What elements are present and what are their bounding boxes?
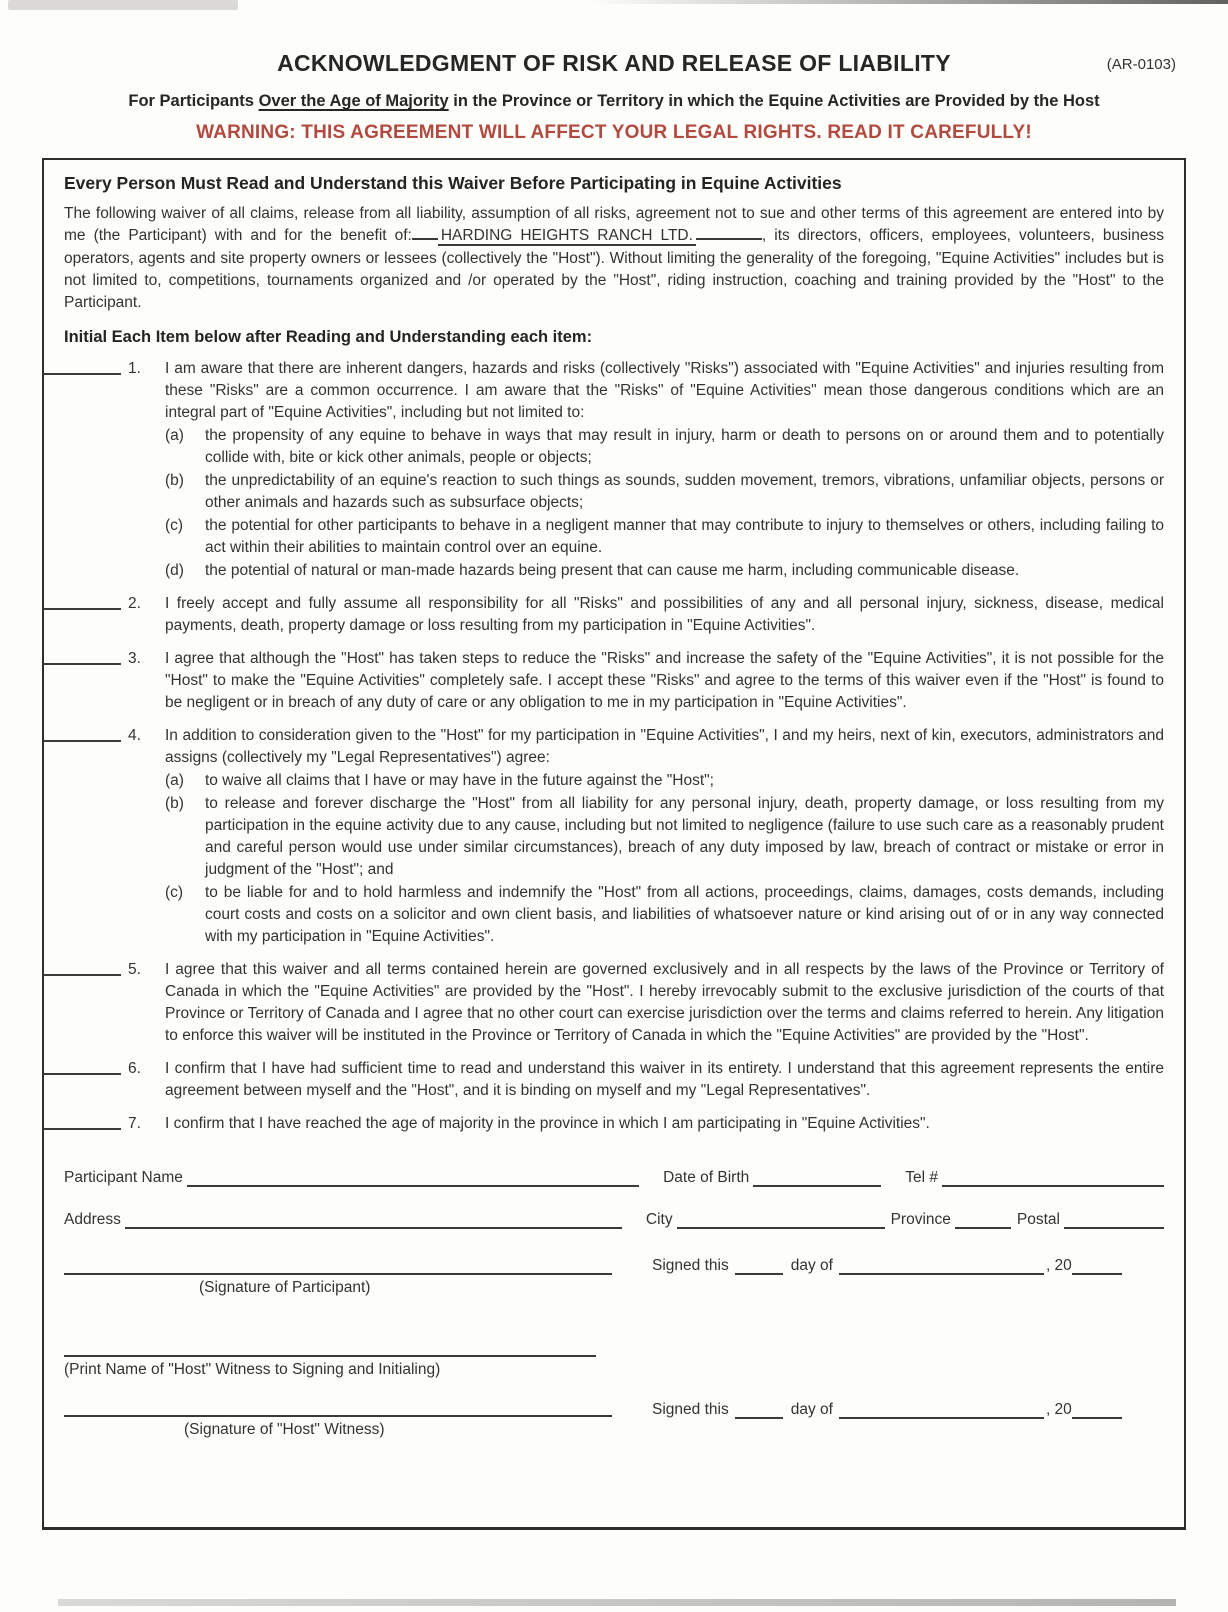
signed-date-row-participant (652, 1255, 1164, 1275)
item-number: 5. (128, 960, 141, 978)
intro-after-host: , its directors, officers, employees, volunteers, business operators, agents and site property owners or lessees (collectively the "Host"). Without limiting the generality of the foregoing, "Equine Activities" includes but is not limited to, competitions, tournaments organized and /or operated by the "Host", riding instruction, coaching and training provided by the "Host" to the Participant. (64, 227, 1164, 312)
form-code: (AR-0103) (1106, 56, 1176, 73)
province-field[interactable] (955, 1215, 1011, 1229)
host-name-blank-right[interactable] (696, 227, 762, 240)
field-row-address (64, 1211, 1164, 1229)
participant-name-label: Participant Name (64, 1168, 183, 1186)
intro-before-host: The following waiver of all claims, release from all liability, assumption of all risks, agreement not to sue and other terms of this agreement are entered into by me (the Participant) with and for the benefit of: (64, 205, 1164, 245)
waiver-item-6 (64, 1058, 1164, 1102)
address-label: Address (64, 1210, 121, 1228)
initial-blank-5[interactable] (43, 959, 121, 976)
postal-label: Postal (1016, 1210, 1060, 1228)
postal-field[interactable] (1064, 1215, 1164, 1229)
legal-warning: WARNING: THIS AGREEMENT WILL AFFECT YOUR LEGAL RIGHTS. READ IT CAREFULLY! (196, 122, 1032, 143)
signature-right-column (622, 1255, 1164, 1439)
item-number: 3. (128, 649, 141, 667)
intro-paragraph (64, 203, 1164, 315)
waiver-item-2 (64, 593, 1164, 637)
participant-name-field[interactable] (187, 1173, 639, 1187)
signature-section (64, 1255, 1164, 1439)
host-name-blank-left[interactable] (412, 227, 438, 240)
signed-date-row-witness (652, 1399, 1164, 1419)
day-of-label: day of (790, 1256, 833, 1274)
host-name-value: HARDING HEIGHTS RANCH LTD. (438, 227, 696, 246)
item-1-sub-d (165, 560, 1164, 582)
sub-text: the potential for other participants to behave in a negligent manner that may contribute to injury to themselves or others, including failing to act within their abilities to maintain control over an equine. (205, 516, 1164, 556)
audience-suffix: in the Province or Territory in which the Equine Activities are Provided by the Host (448, 92, 1100, 110)
address-field[interactable] (125, 1215, 622, 1229)
year-prefix: , 20 (1045, 1400, 1072, 1418)
sub-label: (d) (165, 561, 184, 579)
sub-text: the propensity of any equine to behave in ways that may result in injury, harm or death to persons on or around them and to potentially collide with, bite or kick other animals, people or objects; (205, 426, 1164, 466)
item-6-text: I confirm that I have had sufficient time to read and understand this waiver in its entirety. I understand that this agreement represents the entire agreement between myself and the "Host", and it is binding on myself and my "Legal Representatives". (165, 1059, 1164, 1099)
signed-month-field-2[interactable] (839, 1405, 1044, 1419)
day-of-label: day of (790, 1400, 833, 1418)
audience-prefix: For Participants (128, 92, 259, 110)
signed-year-field-2[interactable] (1072, 1405, 1122, 1419)
item-text (165, 725, 1164, 948)
year-prefix: , 20 (1045, 1256, 1072, 1274)
audience-line (0, 92, 1228, 111)
sub-label: (c) (165, 883, 184, 901)
province-label: Province (890, 1210, 951, 1228)
signature-left-column (64, 1255, 622, 1439)
item-7-text: I confirm that I have reached the age of majority in the province in which I am participating in "Equine Activities". (165, 1114, 930, 1132)
sub-label: (a) (165, 771, 184, 789)
city-field[interactable] (677, 1215, 885, 1229)
city-label: City (645, 1210, 673, 1228)
sub-text: the unpredictability of an equine's reaction to such things as sounds, sudden movement, tremors, vibrations, unfamiliar objects, persons or other animals and hazards such as subsurface objects; (205, 471, 1164, 511)
witness-signature-caption: (Signature of "Host" Witness) (184, 1420, 385, 1438)
item-4-sub-c (165, 882, 1164, 948)
witness-print-name-field[interactable] (64, 1337, 596, 1357)
item-number: 4. (128, 726, 141, 744)
item-number: 2. (128, 594, 141, 612)
waiver-item-1 (64, 358, 1164, 582)
item-4-sub-b (165, 793, 1164, 881)
page-title: ACKNOWLEDGMENT OF RISK AND RELEASE OF LIABILITY (277, 50, 951, 76)
item-4-text: In addition to consideration given to the "Host" for my participation in "Equine Activities", I and my heirs, next of kin, executors, administrators and assigns (collectively my "Legal Representatives") agree: (165, 726, 1164, 766)
waiver-heading: Every Person Must Read and Understand this Waiver Before Participating in Equine Activities (64, 173, 842, 193)
sub-label: (c) (165, 516, 184, 534)
scan-artifact-bottom (58, 1599, 1176, 1606)
initial-blank-7[interactable] (43, 1113, 121, 1130)
item-1-sub-b (165, 470, 1164, 514)
sub-text: to be liable for and to hold harmless and indemnify the "Host" from all actions, proceedings, claims, damages, costs demands, including court costs and costs on a solicitor and own client basis, and liabilities of whatsoever nature or kind arising out of or in any way connected with my participation in "Equine Activities". (205, 883, 1164, 945)
waiver-item-4 (64, 725, 1164, 948)
initial-blank-4[interactable] (43, 725, 121, 742)
item-2-text: I freely accept and fully assume all responsibility for all "Risks" and possibilities of any and all personal injury, sickness, disease, medical payments, death, property damage or loss resulting from my participation in "Equine Activities". (165, 594, 1164, 634)
signed-day-field[interactable] (735, 1261, 783, 1275)
field-row-name-dob-tel (64, 1169, 1164, 1187)
sub-label: (b) (165, 471, 184, 489)
initial-blank-3[interactable] (43, 648, 121, 665)
dob-label: Date of Birth (663, 1168, 750, 1186)
tel-field[interactable] (942, 1173, 1164, 1187)
item-number: 6. (128, 1059, 141, 1077)
dob-field[interactable] (753, 1173, 881, 1187)
item-text (165, 358, 1164, 582)
witness-name-caption: (Print Name of "Host" Witness to Signing and Initialing) (64, 1360, 441, 1378)
initial-blank-1[interactable] (43, 358, 121, 375)
initial-blank-6[interactable] (43, 1058, 121, 1075)
sub-text: to waive all claims that I have or may have in the future against the "Host"; (205, 771, 714, 789)
waiver-item-5 (64, 959, 1164, 1047)
sub-label: (a) (165, 426, 184, 444)
signed-month-field[interactable] (839, 1261, 1044, 1275)
witness-signature-field[interactable] (64, 1397, 612, 1417)
signed-year-field[interactable] (1072, 1261, 1122, 1275)
item-1-text: I am aware that there are inherent dangers, hazards and risks (collectively "Risks") associated with "Equine Activities" and injuries resulting from these "Risks" are a common occurrence. I am aware that the "Risks" of "Equine Activities" mean those dangerous conditions which are an integral part of "Equine Activities", including but not limited to: (165, 359, 1164, 421)
tel-label: Tel # (905, 1168, 938, 1186)
signed-day-field-2[interactable] (735, 1405, 783, 1419)
sub-text: to release and forever discharge the "Host" from all liability for any personal injury, death, property damage, or loss resulting from my participation in the equine activity due to any cause, including but not limited to negligence (failure to use such care as a reasonably prudent and careful person would use under similar circumstances), breach of any duty imposed by law, breach of contract or mistake or error in judgment of the "Host"; and (205, 794, 1164, 878)
document-header (0, 0, 1228, 77)
sub-text: the potential of natural or man-made hazards being present that can cause me harm, including communicable disease. (205, 561, 1020, 579)
initial-instruction-heading: Initial Each Item below after Reading and Understanding each item: (64, 327, 593, 346)
item-1-sub-a (165, 425, 1164, 469)
item-5-text: I agree that this waiver and all terms contained herein are governed exclusively and in all respects by the laws of the Province or Territory of Canada in which the "Equine Activities" are provided by the "Host". I hereby irrevocably submit to the exclusive jurisdiction of the courts of that Province or Territory of Canada and I agree that no other court can exercise jurisdiction over the terms and claims referred to herein. Any litigation to enforce this waiver will be instituted in the Province or Territory of Canada in which the "Equine Activities" are provided by the "Host". (165, 960, 1164, 1044)
waiver-body-box (42, 158, 1186, 1530)
item-1-sub-c (165, 515, 1164, 559)
waiver-item-3 (64, 648, 1164, 714)
waiver-item-7 (64, 1113, 1164, 1135)
signed-this-label: Signed this (652, 1400, 729, 1418)
participant-signature-field[interactable] (64, 1255, 612, 1275)
audience-underlined: Over the Age of Majority (258, 92, 449, 110)
item-4-sub-a (165, 770, 1164, 792)
initial-blank-2[interactable] (43, 593, 121, 610)
sub-label: (b) (165, 794, 184, 812)
item-number: 1. (128, 359, 141, 377)
participant-signature-caption: (Signature of Participant) (199, 1278, 371, 1296)
signed-this-label: Signed this (652, 1256, 729, 1274)
item-3-text: I agree that although the "Host" has taken steps to reduce the "Risks" and increase the safety of the "Equine Activities", it is not possible for the "Host" to make the "Equine Activities" completely safe. I accept these "Risks" and agree to the terms of this waiver even if the "Host" is found to be negligent or in breach of any duty of care or any obligation to me in my participation in "Equine Activities". (165, 649, 1164, 711)
item-number: 7. (128, 1114, 141, 1132)
participant-fields (64, 1169, 1164, 1229)
